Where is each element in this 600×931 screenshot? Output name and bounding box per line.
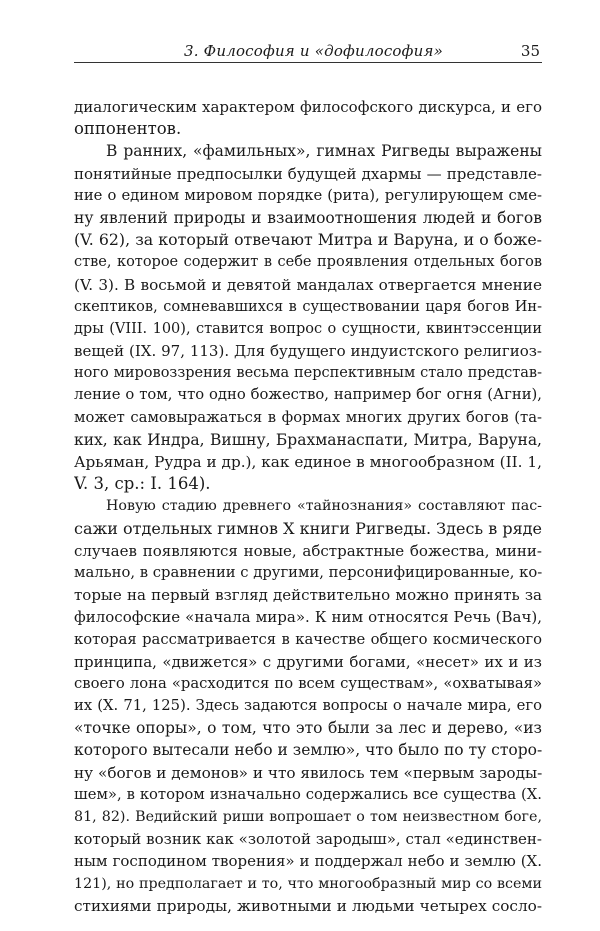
text-line: 121), но предполагает и то, что многообразный мир со всеми	[74, 875, 542, 892]
page-number: 35	[520, 42, 540, 60]
text-line: ление о том, что одно божество, например бог огня (Агни),	[74, 386, 542, 404]
text-line: которая рассматривается в качестве общего космического	[74, 630, 542, 648]
text-line: ну явлений природы и взаимоотношения людей и богов	[74, 208, 542, 227]
text-line: шем», в котором изначально содержались все существа (X.	[74, 785, 542, 803]
text-line: понятийные предпосылки будущей дхармы — представле-	[74, 164, 542, 183]
text-line: ну «богов и демонов» и что явилось тем «первым зароды-	[74, 763, 542, 782]
body-text	[74, 96, 542, 917]
text-line: ного мировоззрения весьма перспективным стало представ-	[74, 365, 542, 382]
text-line: скептиков, сомневавшихся в существовании царя богов Ин-	[74, 298, 542, 315]
text-line: V. 3, ср.: I. 164).	[74, 474, 211, 494]
page-header	[74, 40, 542, 63]
text-line: 81, 82). Ведийский риши вопрошает о том неизвестном боге,	[74, 809, 542, 825]
text-line: «точке опоры», о том, что это были за лес и дерево, «из	[74, 719, 542, 738]
text-line: ным господином творения» и поддержал небо и землю (X.	[74, 852, 542, 871]
text-line: диалогическим характером философского дискурса, и его	[74, 98, 542, 116]
text-line: В ранних, «фамильных», гимнах Ригведы выражены	[106, 142, 542, 161]
text-line: философские «начала мира». К ним относятся Речь (Вач),	[74, 608, 542, 627]
text-line: вещей (IX. 97, 113). Для будущего индуистского религиоз-	[74, 342, 542, 361]
text-line: (V. 3). В восьмой и девятой мандалах отвергается мнение	[74, 275, 542, 294]
text-line: сажи отдельных гимнов X книги Ригведы. Здесь в ряде	[74, 518, 542, 538]
text-line: Арьяман, Рудра и др.), как единое в многообразном (II. 1,	[74, 453, 542, 471]
text-line: может самовыражаться в формах многих других богов (та-	[74, 408, 542, 426]
text-line: ких, как Индра, Вишну, Брахманаспати, Митра, Варуна,	[74, 430, 542, 449]
text-line: дры (VIII. 100), ставится вопрос о сущности, квинтэссенции	[74, 320, 542, 337]
text-line: своего лона «расходится по всем существам», «охватывая»	[74, 674, 542, 692]
text-line: стихиями природы, животными и людьми четырех сосло-	[74, 896, 542, 915]
text-line: их (X. 71, 125). Здесь задаются вопросы о начале мира, его	[74, 697, 542, 715]
text-line: Новую стадию древнего «тайнознания» составляют пас-	[106, 498, 542, 515]
text-line: торые на первый взгляд действительно можно принять за	[74, 586, 542, 605]
text-line: которого вытесали небо и землю», что было по ту сторо-	[74, 741, 542, 760]
text-line: ние о едином мировом порядке (рита), регулирующем сме-	[74, 186, 542, 204]
text-line: оппонентов.	[74, 119, 182, 139]
text-line: случаев появляются новые, абстрактные божества, мини-	[74, 541, 542, 560]
text-line: который возник как «золотой зародыш», стал «единствен-	[74, 830, 542, 849]
text-line: (V. 62), за который отвечают Митра и Варуна, и о боже-	[74, 230, 542, 250]
text-line: принципа, «движется» с другими богами, «несет» их и из	[74, 652, 542, 671]
text-line: мально, в сравнении с другими, персонифицированные, ко-	[74, 563, 542, 581]
text-line: стве, которое содержит в себе проявления отдельных богов	[74, 254, 542, 271]
running-title: 3. Философия и «дофилософия»	[184, 42, 443, 60]
